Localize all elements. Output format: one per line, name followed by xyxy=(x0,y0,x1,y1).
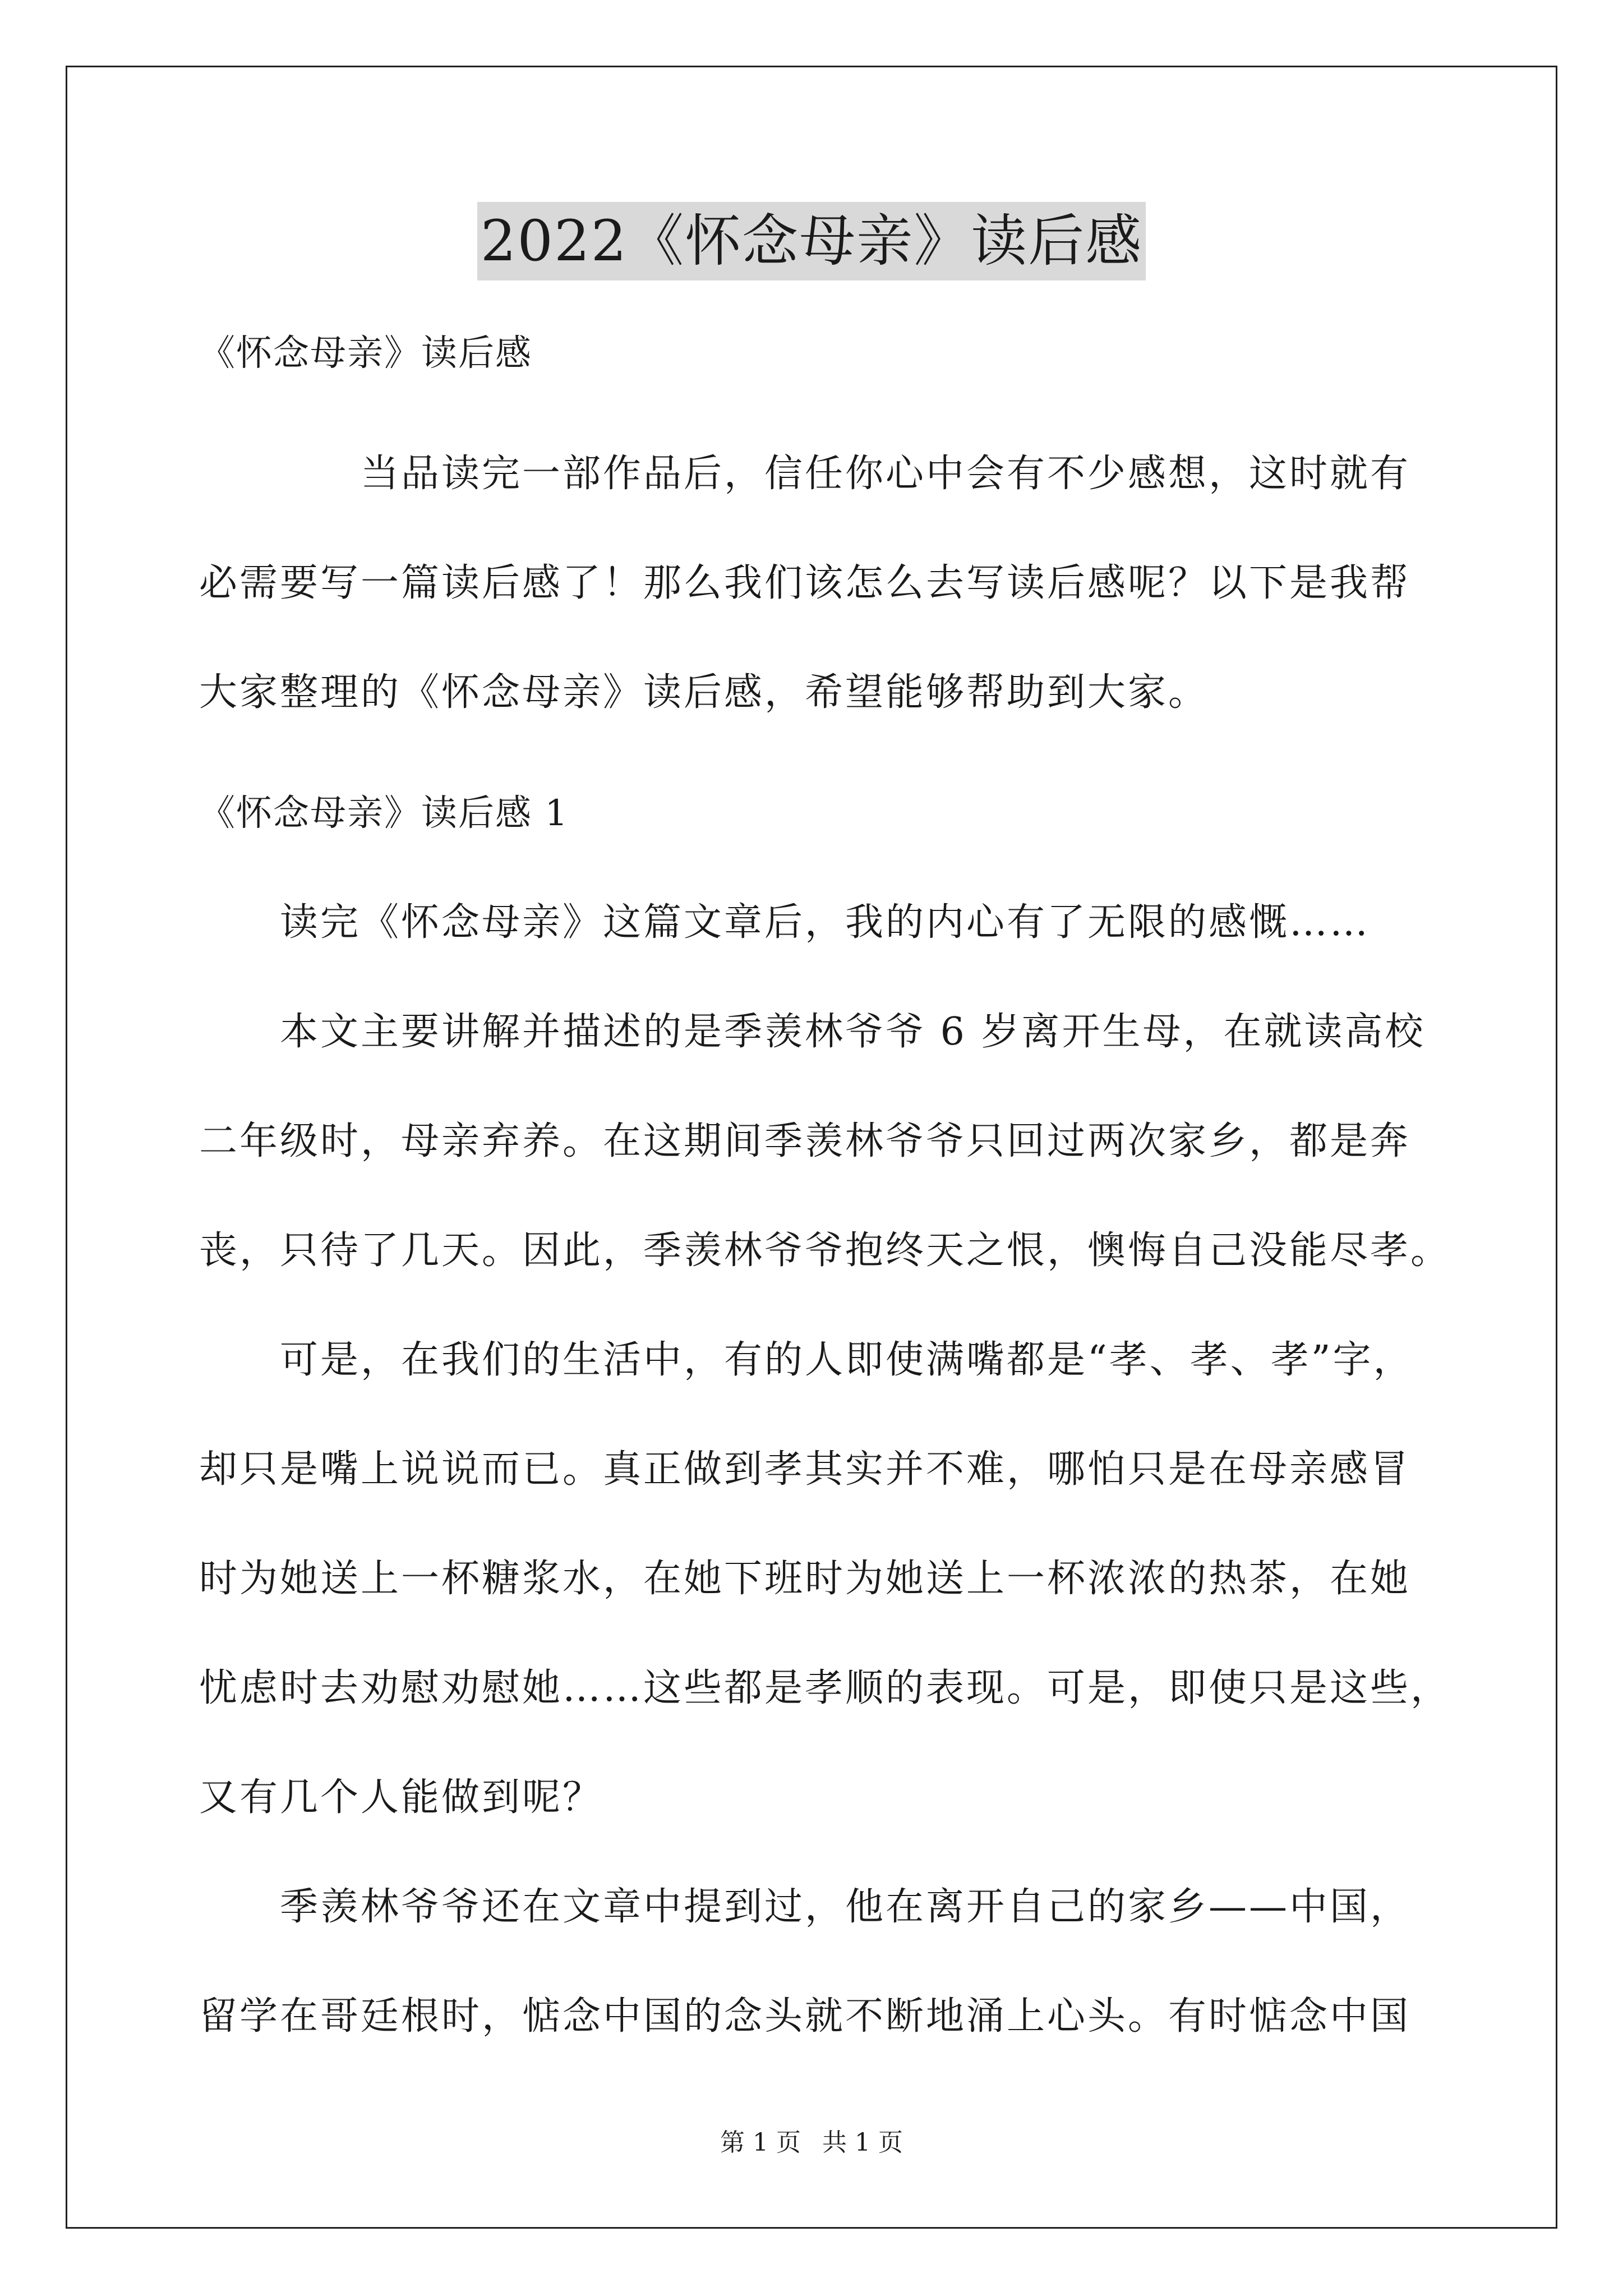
document-title: 2022《怀念母亲》读后感 xyxy=(477,202,1146,280)
text-line: 本文主要讲解并描述的是季羡林爷爷 6 岁离开生母，在就读高校 xyxy=(280,1010,1426,1054)
page-total: 共 1 页 xyxy=(822,2128,903,2157)
text-line: 当品读完一部作品后，信任你心中会有不少感想，这时就有 xyxy=(361,452,1411,496)
text-line: 二年级时，母亲弃养。在这期间季羡林爷爷只回过两次家乡，都是奔 xyxy=(199,1119,1411,1163)
text-line: 季羡林爷爷还在文章中提到过，他在离开自己的家乡——中国， xyxy=(280,1885,1411,1929)
text-line: 读完《怀念母亲》这篇文章后，我的内心有了无限的感慨…… xyxy=(280,900,1371,945)
text-line: 必需要写一篇读后感了！那么我们该怎么去写读后感呢？以下是我帮 xyxy=(199,561,1411,605)
text-line: 可是，在我们的生活中，有的人即使满嘴都是“孝、孝、孝”字， xyxy=(280,1338,1414,1382)
text-line: 《怀念母亲》读后感 1 xyxy=(199,793,569,834)
text-line: 却只是嘴上说说而已。真正做到孝其实并不难，哪怕只是在母亲感冒 xyxy=(199,1447,1411,1492)
text-line: 丧，只待了几天。因此，季羡林爷爷抱终天之恨，懊悔自己没能尽孝。 xyxy=(199,1228,1451,1273)
title-container xyxy=(0,202,1623,280)
text-line: 又有几个人能做到呢？ xyxy=(199,1775,603,1820)
page-footer xyxy=(0,2126,1623,2160)
text-line: 大家整理的《怀念母亲》读后感，希望能够帮助到大家。 xyxy=(199,670,1209,715)
text-line: 留学在哥廷根时，惦念中国的念头就不断地涌上心头。有时惦念中国 xyxy=(199,1994,1411,2039)
text-line: 时为她送上一杯糖浆水，在她下班时为她送上一杯浓浓的热茶，在她 xyxy=(199,1557,1411,1601)
page-number: 第 1 页 xyxy=(720,2128,801,2157)
text-line: 忧虑时去劝慰劝慰她……这些都是孝顺的表现。可是，即使只是这些， xyxy=(199,1666,1451,1710)
text-line: 《怀念母亲》读后感 xyxy=(199,333,532,374)
